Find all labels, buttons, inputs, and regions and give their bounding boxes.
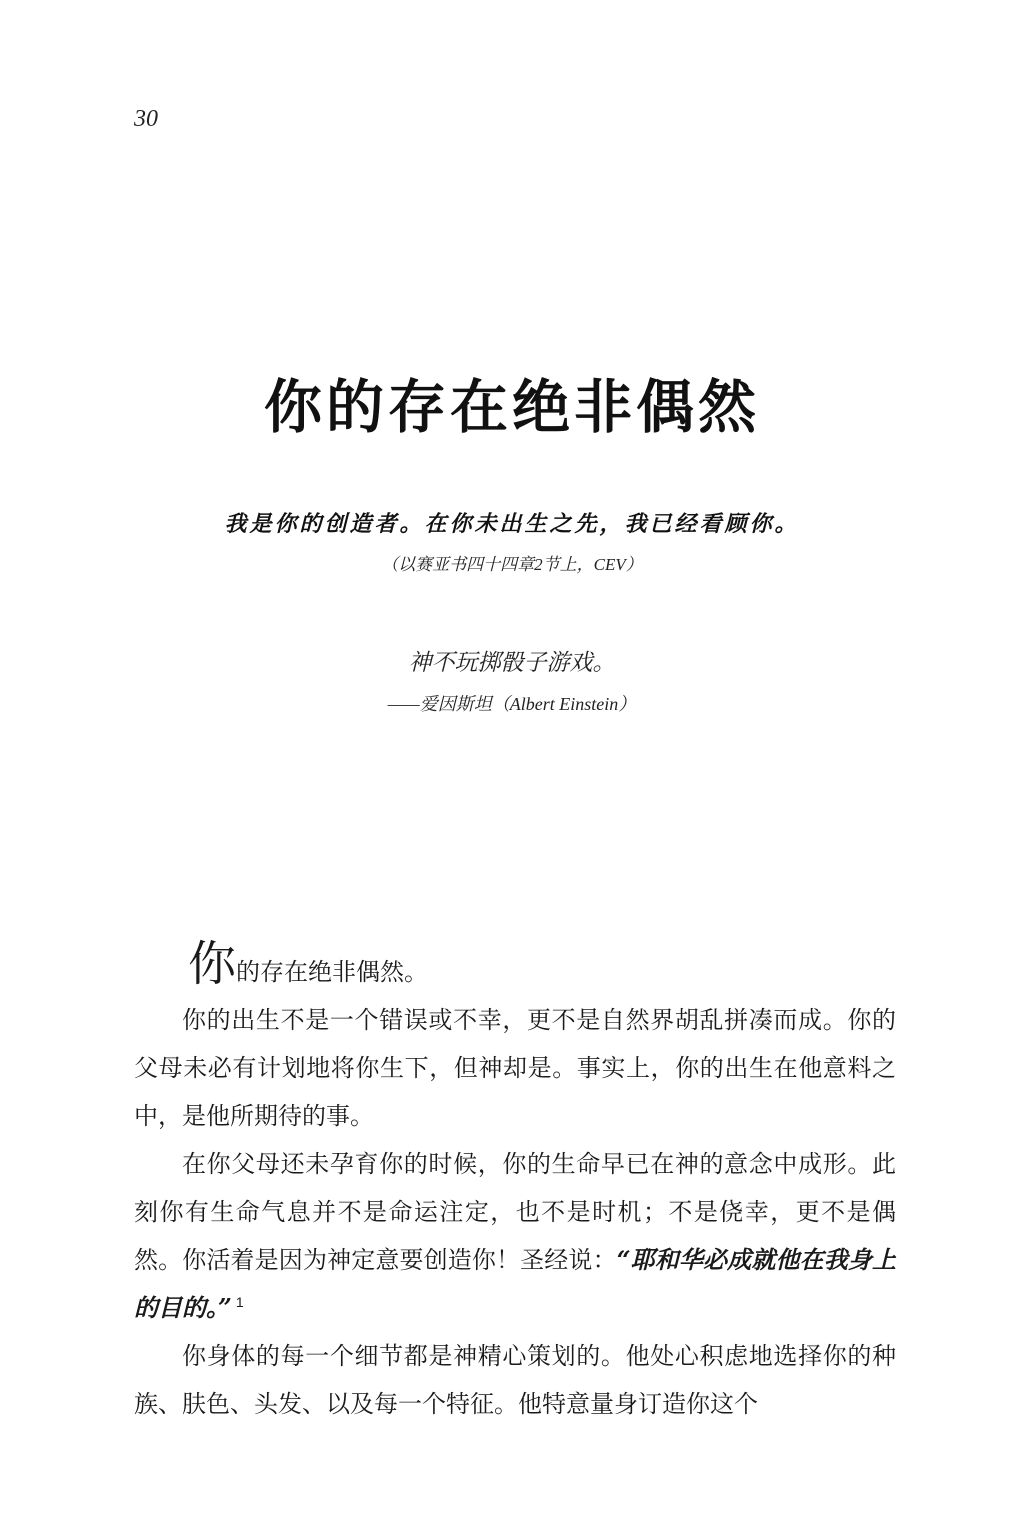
paragraph-1-text: 的存在绝非偶然。	[236, 958, 429, 986]
epigraph-scripture-source: （以赛亚书四十四章2节上，CEV）	[381, 555, 643, 574]
chapter-title: 你的存在绝非偶然	[263, 373, 760, 441]
epigraph-scripture: 我是你的创造者。在你未出生之先，我已经看顾你。	[224, 511, 800, 537]
paragraph-1	[134, 936, 896, 996]
paragraph-3	[134, 1140, 896, 1332]
paragraph-4: 你身体的每一个细节都是神精心策划的。他处心积虑地选择你的种族、肤色、头发、以及每一个特征。他特意量身订造你这个	[134, 1342, 896, 1418]
footnote-reference[interactable]: 1	[235, 1294, 244, 1310]
epigraph-quote-source: ——爱因斯坦（Albert Einstein）	[387, 694, 637, 714]
chapter-body	[134, 936, 896, 1428]
page-number: 30	[134, 106, 158, 132]
drop-cap: 你	[188, 936, 237, 992]
paragraph-3-text: 在你父母还未孕育你的时候，你的生命早已在神的意念中成形。此刻你有生命气息并不是命运注定，也不是时机；不是侥幸，更不是偶然。你活着是因为神定意要创造你！圣经说：	[134, 1150, 896, 1274]
epigraph-quote: 神不玩掷骰子游戏。	[408, 650, 616, 676]
paragraph-2: 你的出生不是一个错误或不幸，更不是自然界胡乱拼凑而成。你的父母未必有计划地将你生下，但神却是。事实上，你的出生在他意料之中，是他所期待的事。	[134, 1006, 896, 1130]
scripture-quote: “耶和华必成就他在我身上的目的。”	[134, 1245, 896, 1322]
